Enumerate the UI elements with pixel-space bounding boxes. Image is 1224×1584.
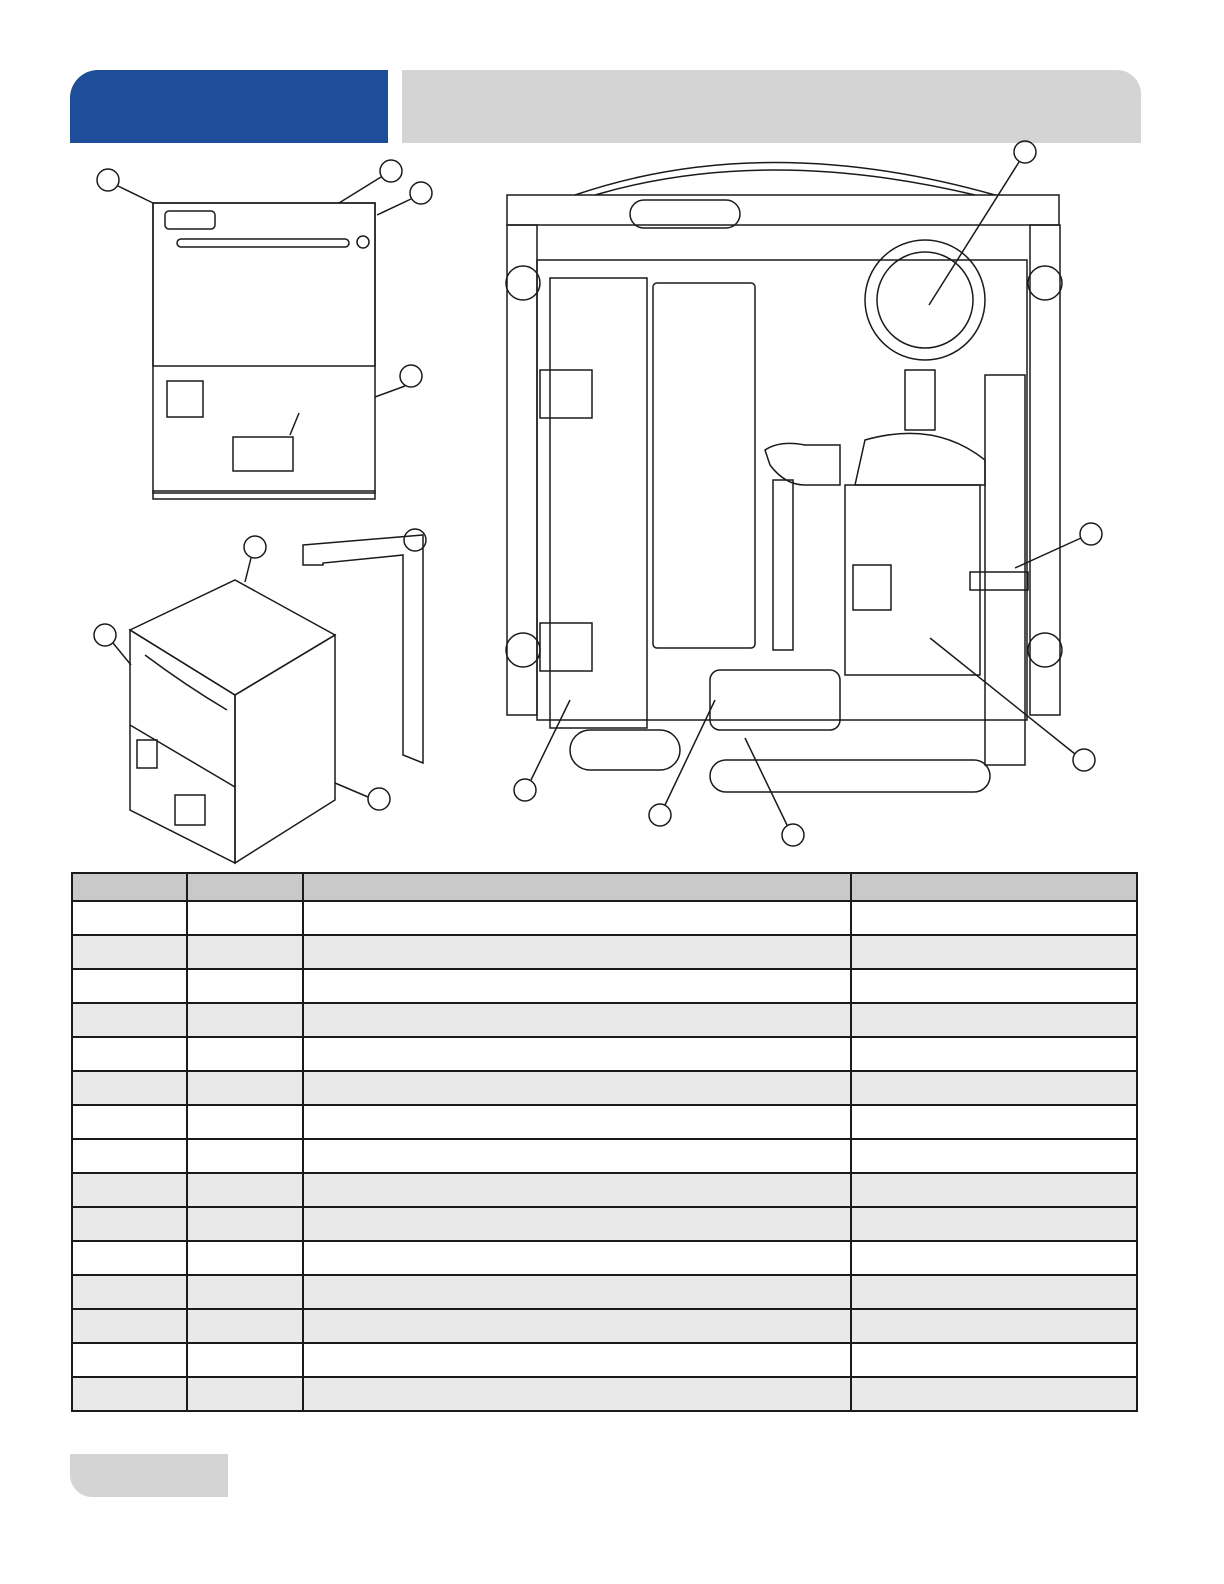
table-row	[72, 1309, 1137, 1343]
header-accent-tab	[70, 70, 388, 143]
table-cell	[72, 1003, 187, 1037]
table-header-cell	[851, 873, 1137, 901]
table-cell	[851, 1275, 1137, 1309]
table-cell	[187, 1139, 303, 1173]
table-cell	[72, 935, 187, 969]
table-cell	[851, 1173, 1137, 1207]
table-cell	[72, 1309, 187, 1343]
table-cell	[187, 935, 303, 969]
table-row	[72, 1275, 1137, 1309]
table-cell	[72, 969, 187, 1003]
table-cell	[851, 969, 1137, 1003]
table-cell	[851, 1037, 1137, 1071]
table-cell	[187, 1309, 303, 1343]
table-row	[72, 1241, 1137, 1275]
table-cell	[187, 1241, 303, 1275]
isometric-view-drawing	[85, 525, 445, 870]
table-cell	[303, 1037, 851, 1071]
table-cell	[851, 1241, 1137, 1275]
table-cell	[72, 1275, 187, 1309]
table-cell	[72, 1105, 187, 1139]
table-row	[72, 1139, 1137, 1173]
table-cell	[303, 1173, 851, 1207]
table-cell	[851, 1105, 1137, 1139]
table-cell	[851, 1343, 1137, 1377]
table-row	[72, 1071, 1137, 1105]
table-cell	[303, 901, 851, 935]
table-cell	[303, 935, 851, 969]
table-cell	[303, 1139, 851, 1173]
table-cell	[72, 901, 187, 935]
table-cell	[72, 1343, 187, 1377]
table-row	[72, 1173, 1137, 1207]
table-cell	[187, 901, 303, 935]
table-cell	[187, 969, 303, 1003]
table-header-cell	[72, 873, 187, 901]
table-cell	[72, 1139, 187, 1173]
table-cell	[187, 1343, 303, 1377]
table-row	[72, 935, 1137, 969]
table-cell	[303, 969, 851, 1003]
table-cell	[303, 1105, 851, 1139]
table-row	[72, 1207, 1137, 1241]
table-row	[72, 901, 1137, 935]
table-cell	[303, 1377, 851, 1411]
table-cell	[303, 1275, 851, 1309]
table-header-row	[72, 873, 1137, 901]
table-row	[72, 1105, 1137, 1139]
table-cell	[303, 1241, 851, 1275]
table-row	[72, 1377, 1137, 1411]
table-cell	[851, 901, 1137, 935]
table-row	[72, 969, 1137, 1003]
table-cell	[187, 1275, 303, 1309]
table-cell	[303, 1309, 851, 1343]
table-cell	[851, 1377, 1137, 1411]
table-cell	[187, 1173, 303, 1207]
table-cell	[187, 1037, 303, 1071]
table-cell	[187, 1071, 303, 1105]
table-cell	[187, 1105, 303, 1139]
table-cell	[303, 1207, 851, 1241]
parts-table	[71, 872, 1138, 1412]
table-cell	[303, 1071, 851, 1105]
table-cell	[72, 1037, 187, 1071]
table-cell	[187, 1377, 303, 1411]
front-view-drawing	[85, 155, 445, 515]
table-row	[72, 1037, 1137, 1071]
table-cell	[851, 1309, 1137, 1343]
table-cell	[303, 1003, 851, 1037]
footer-page-tab	[70, 1454, 228, 1497]
table-cell	[851, 1207, 1137, 1241]
table-cell	[851, 935, 1137, 969]
table-cell	[303, 1343, 851, 1377]
table-body	[72, 901, 1137, 1411]
table-cell	[851, 1139, 1137, 1173]
table-row	[72, 1003, 1137, 1037]
table-cell	[187, 1003, 303, 1037]
table-header-cell	[187, 873, 303, 901]
header-title-bar	[402, 70, 1141, 143]
table-cell	[851, 1071, 1137, 1105]
table-cell	[72, 1071, 187, 1105]
table-cell	[851, 1003, 1137, 1037]
table-row	[72, 1343, 1137, 1377]
table-cell	[72, 1241, 187, 1275]
interior-view-drawing	[495, 140, 1120, 850]
table-cell	[72, 1377, 187, 1411]
table-cell	[72, 1173, 187, 1207]
table-cell	[187, 1207, 303, 1241]
table-header-cell	[303, 873, 851, 901]
table-cell	[72, 1207, 187, 1241]
